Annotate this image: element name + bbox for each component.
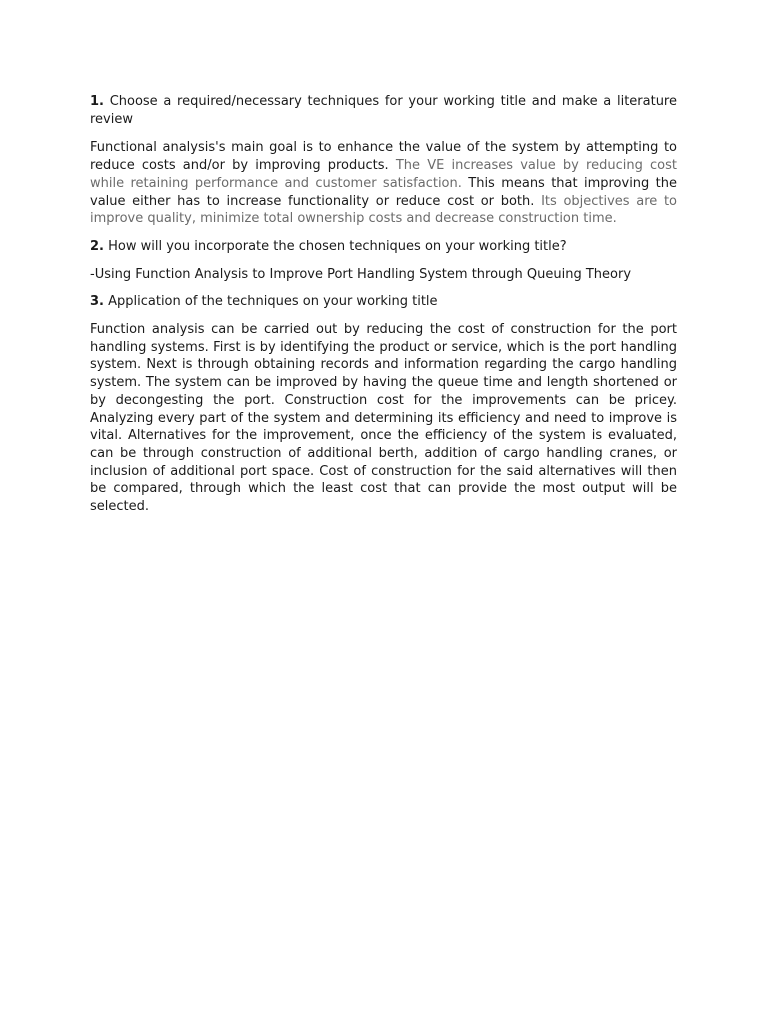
answer-2: -Using Function Analysis to Improve Port Handling System through Queuing Theory xyxy=(90,266,632,282)
question-2 xyxy=(90,238,677,256)
question-1-number: 1. xyxy=(90,94,104,109)
answer-1-part-1: Functional analysis's main goal is to enhance the value of the system by attempting to reduce costs and/or by improving products. xyxy=(90,140,677,174)
question-2-text: How will you incorporate the chosen techniques on your working title? xyxy=(103,238,567,254)
answer-1 xyxy=(90,139,677,228)
question-3 xyxy=(90,293,677,311)
question-3-number: 3. xyxy=(90,294,104,310)
question-1 xyxy=(90,93,677,128)
answer-3: Function analysis can be carried out by reducing the cost of construction for the port handling systems. First is by identifying the product or service, which is the port handling system. Next is through obtaining records and information regarding the cargo handling system. The system can be improved by having the queue time and length shortened or by decongesting the port. Construction cost for the improvements can be pricey. Analyzing every part of the system and determining its efficiency and need to improve is vital. Alternatives for the improvement, once the efficiency of the system is evaluated, can be through construction of additional berth, addition of cargo handling cranes, or inclusion of additional port space. Cost of construction for the said alternatives will then be compared, through which the least cost that can provide the most output will be selected. xyxy=(90,322,677,515)
question-1-text: Choose a required/necessary techniques for your working title and make a literature review xyxy=(90,94,677,127)
answer-1-part-2: The VE increases value by reducing cost while retaining performance and customer satisfaction. xyxy=(90,158,677,191)
answer-1-part-3: This means that improving the value either has to increase functionality or reduce cost or both. xyxy=(90,175,677,209)
document-body xyxy=(90,93,677,526)
question-2-number: 2. xyxy=(90,238,104,254)
question-3-text: Application of the techniques on your working title xyxy=(103,294,438,310)
answer-1-part-4: Its objectives are to improve quality, minimize total ownership costs and decrease construction time. xyxy=(90,193,677,227)
